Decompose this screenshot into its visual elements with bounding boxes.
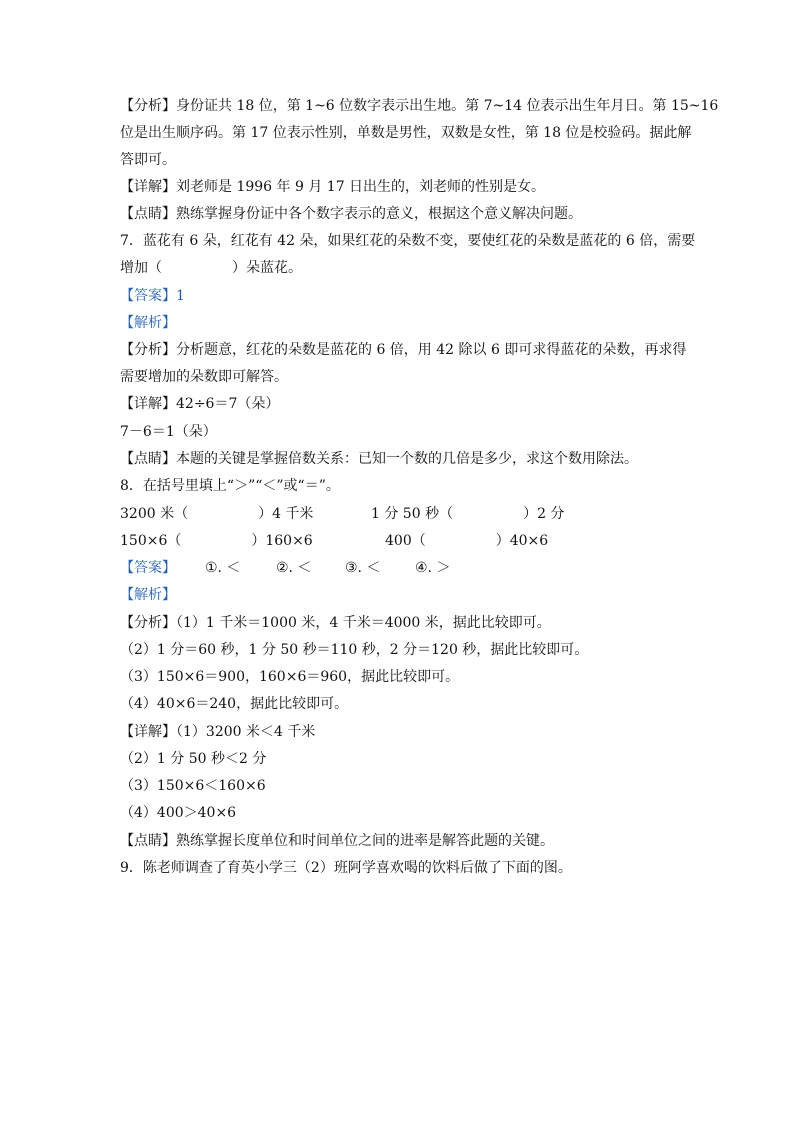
q7-answer: 【答案】1 — [120, 288, 185, 304]
detail-line: 【详解】刘老师是 1996 年 9 月 17 日出生的，刘老师的性别是女。 — [120, 179, 546, 195]
q8-detail-1: 【详解】（1）3200 米＜4 千米 — [120, 724, 316, 740]
q7-detail-2: 7－6＝1（朵） — [120, 424, 217, 440]
q8-analysis-1: 【分析】（1）1 千米＝1000 米，4 千米＝4000 米，据此比较即可。 — [120, 615, 551, 631]
q7-point: 【点睛】本题的关键是掌握倍数关系：已知一个数的几倍是多少，求这个数用除法。 — [120, 451, 638, 467]
analysis-line-3: 答即可。 — [120, 152, 176, 168]
q8-point: 【点睛】熟练掌握长度单位和时间单位之间的进率是解答此题的关键。 — [120, 833, 554, 849]
q8-detail-3: （3）150×6＜160×6 — [120, 778, 266, 794]
question-9-title: 9．陈老师调查了育英小学三（2）班阿学喜欢喝的饮料后做了下面的图。 — [120, 860, 572, 876]
q7-detail-1: 【详解】42÷6＝7（朵） — [120, 396, 280, 412]
q8-item-1: 3200 米（ ）4 千米 — [120, 506, 314, 522]
q8-analysis-2: （2）1 分＝60 秒，1 分 50 秒＝110 秒，2 分＝120 秒，据此比较即可。 — [120, 642, 589, 658]
q8-answer-3: ③. ＜ — [345, 560, 381, 576]
q8-answer-1: ①. ＜ — [205, 560, 241, 576]
q8-jiexi-label: 【解析】 — [120, 587, 176, 603]
analysis-line-1: 【分析】身份证共 18 位，第 1~6 位数字表示出生地。第 7~14 位表示出生年月日。第 15~16 — [120, 98, 719, 114]
q8-answer-2: ②. ＜ — [276, 560, 312, 576]
q8-detail-2: （2）1 分 50 秒＜2 分 — [120, 751, 267, 767]
q8-answer-label: 【答案】 — [120, 560, 176, 576]
q8-detail-4: （4）400＞40×6 — [120, 805, 237, 821]
q8-item-2: 1 分 50 秒（ ）2 分 — [371, 506, 565, 522]
q7-analysis-1: 【分析】分析题意，红花的朵数是蓝花的 6 倍，用 42 除以 6 即可求得蓝花的朵数，再求得 — [120, 342, 687, 358]
q8-analysis-3: （3）150×6＝900，160×6＝960，据此比较即可。 — [120, 669, 460, 685]
q8-item-3: 150×6（ ）160×6 — [120, 533, 313, 549]
point-line: 【点睛】熟练掌握身份证中各个数字表示的意义，根据这个意义解决问题。 — [120, 206, 582, 222]
q8-answer-4: ④. ＞ — [415, 560, 451, 576]
q8-analysis-4: （4）40×6＝240，据此比较即可。 — [120, 696, 349, 712]
question-7-line-2: 增加（ ）朵蓝花。 — [120, 260, 302, 276]
q8-item-4: 400（ ）40×6 — [385, 533, 549, 549]
question-7-line-1: 7．蓝花有 6 朵，红花有 42 朵，如果红花的朵数不变，要使红花的朵数是蓝花的 6 倍，需要 — [120, 233, 696, 249]
analysis-line-2: 位是出生顺序码。第 17 位表示性别，单数是男性，双数是女性，第 18 位是校验码。据此解 — [120, 125, 692, 141]
q7-jiexi-label: 【解析】 — [120, 315, 176, 331]
q7-analysis-2: 需要增加的朵数即可解答。 — [120, 369, 288, 385]
question-8-title: 8．在括号里填上“＞”“＜”或“＝”。 — [120, 478, 340, 494]
